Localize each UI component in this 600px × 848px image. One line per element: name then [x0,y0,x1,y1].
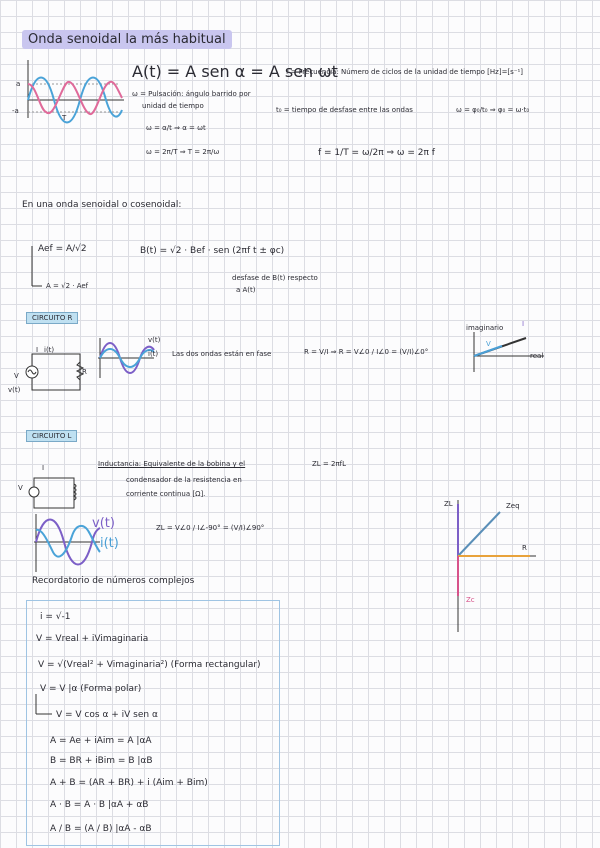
phasor-zeq-label: Zeq [506,502,520,510]
complex-line: V = V |α (Forma polar) [40,684,142,694]
circuit-r-phase-text: Las dos ondas están en fase [172,350,272,358]
omega-definition-1: ω = Pulsación: ángulo barrido por [132,90,251,98]
circuit-r-vt-label: v(t) [8,386,21,394]
circuit-r-axis-imag: imaginario [466,324,504,332]
page-title: Onda senoidal la más habitual [22,32,232,47]
sinusoidal-heading: En una onda senoidal o cosenoidal: [22,200,182,210]
circuit-r-wave-v: v(t) [148,336,161,344]
omega-equation-2: ω = 2π/T ⇒ T = 2π/ω [146,148,220,156]
circuit-r-r-label: R [82,368,87,376]
circuit-r-phasor-v: V [486,340,491,348]
circuit-r-waves [98,336,161,378]
frequency-definition: f = Frecuencia: Número de ciclos de la unidad de tiempo [Hz]=[s⁻¹] [286,68,524,76]
wave-a-label: a [16,80,21,88]
complex-line: A / B = (A / B) |αA - αB [50,824,152,834]
wave-neg-a-label: -a [12,107,19,115]
complex-line: A + B = (AR + BR) + i (Aim + Bim) [50,778,208,788]
complex-line: B = BR + iBim = B |αB [50,756,153,766]
circuit-r-resistance-equation: R = V/I ⇒ R = V∠0 / I∠0 = (V/I)∠0° [304,348,429,356]
phasor-r-label: R [522,544,527,552]
t0-equation: ω = φ₀/t₀ ⇒ φ₀ = ω·t₀ [456,106,530,114]
phasor-zc-label: Zc [466,596,475,604]
inductance-definition-1: Inductancia: Equivalente de la bobina y el [98,460,246,468]
arrow-aef-to-a [28,246,42,290]
omega-equation-1: ω = α/t ⇒ α = ωt [146,124,206,132]
desfase-note-1: desfase de B(t) respecto [232,274,318,282]
circuit-l-i-label: I [42,464,45,472]
circuit-r-label: CIRCUITO R [26,314,78,322]
circuit-l-diagram [26,472,86,512]
aef-equation: Aef = A/√2 [38,244,87,254]
main-formula: A(t) = A sen α = A sen ωt [132,62,338,81]
zl-equation-2: ZL = V∠0 / I∠-90° = (V/I)∠90° [156,524,265,532]
circuit-r-v-label: V [14,372,19,380]
circuit-l-v-label: V [18,484,23,492]
circuit-l-wave-v: v(t) [92,516,115,531]
circuit-r-i-label: I [36,346,39,354]
complex-line: A · B = A · B |αA + αB [50,800,149,810]
complex-line: V = V cos α + iV sen α [56,710,158,720]
complex-line: A = Ae + iAim = A |αA [50,736,152,746]
circuit-l-phasor [440,496,540,636]
t0-definition: t₀ = tiempo de desfase entre las ondas [276,106,413,114]
circuit-r-diagram [20,346,90,396]
circuit-r-it-label: i(t) [44,346,55,354]
circuit-r-wave-i: i(t) [148,350,159,358]
phasor-zl-label: ZL [444,500,453,508]
complex-line: V = √(Vreal² + Vimaginaria²) (Forma rectangular) [38,660,261,670]
omega-definition-2: unidad de tiempo [142,102,204,110]
complex-line: V = Vreal + iVimaginaria [36,634,149,644]
circuit-r-phasor-i: I [522,320,525,328]
b-equation: B(t) = √2 · Bef · sen (2πf t ± φc) [140,246,285,256]
wave-period-label: T [62,114,67,122]
zl-equation: ZL = 2πfL [312,460,347,468]
arrow-polar-to-trig [34,694,54,720]
sine-wave-graph [24,60,124,130]
a-equation: A = √2 · Aef [46,282,89,290]
desfase-note-2: a A(t) [236,286,256,294]
circuit-l-wave-i: i(t) [100,536,119,551]
complex-heading: Recordatorio de números complejos [32,576,195,586]
inductance-definition-2: condensador de la resistencia en [126,476,242,484]
complex-line: i = √-1 [40,612,71,622]
circuit-l-label: CIRCUITO L [26,432,77,440]
frequency-equation: f = 1/T = ω/2π ⇒ ω = 2π f [318,148,435,158]
inductance-definition-3: corriente continua [Ω]. [126,490,206,498]
circuit-r-axis-real: real [530,352,544,360]
